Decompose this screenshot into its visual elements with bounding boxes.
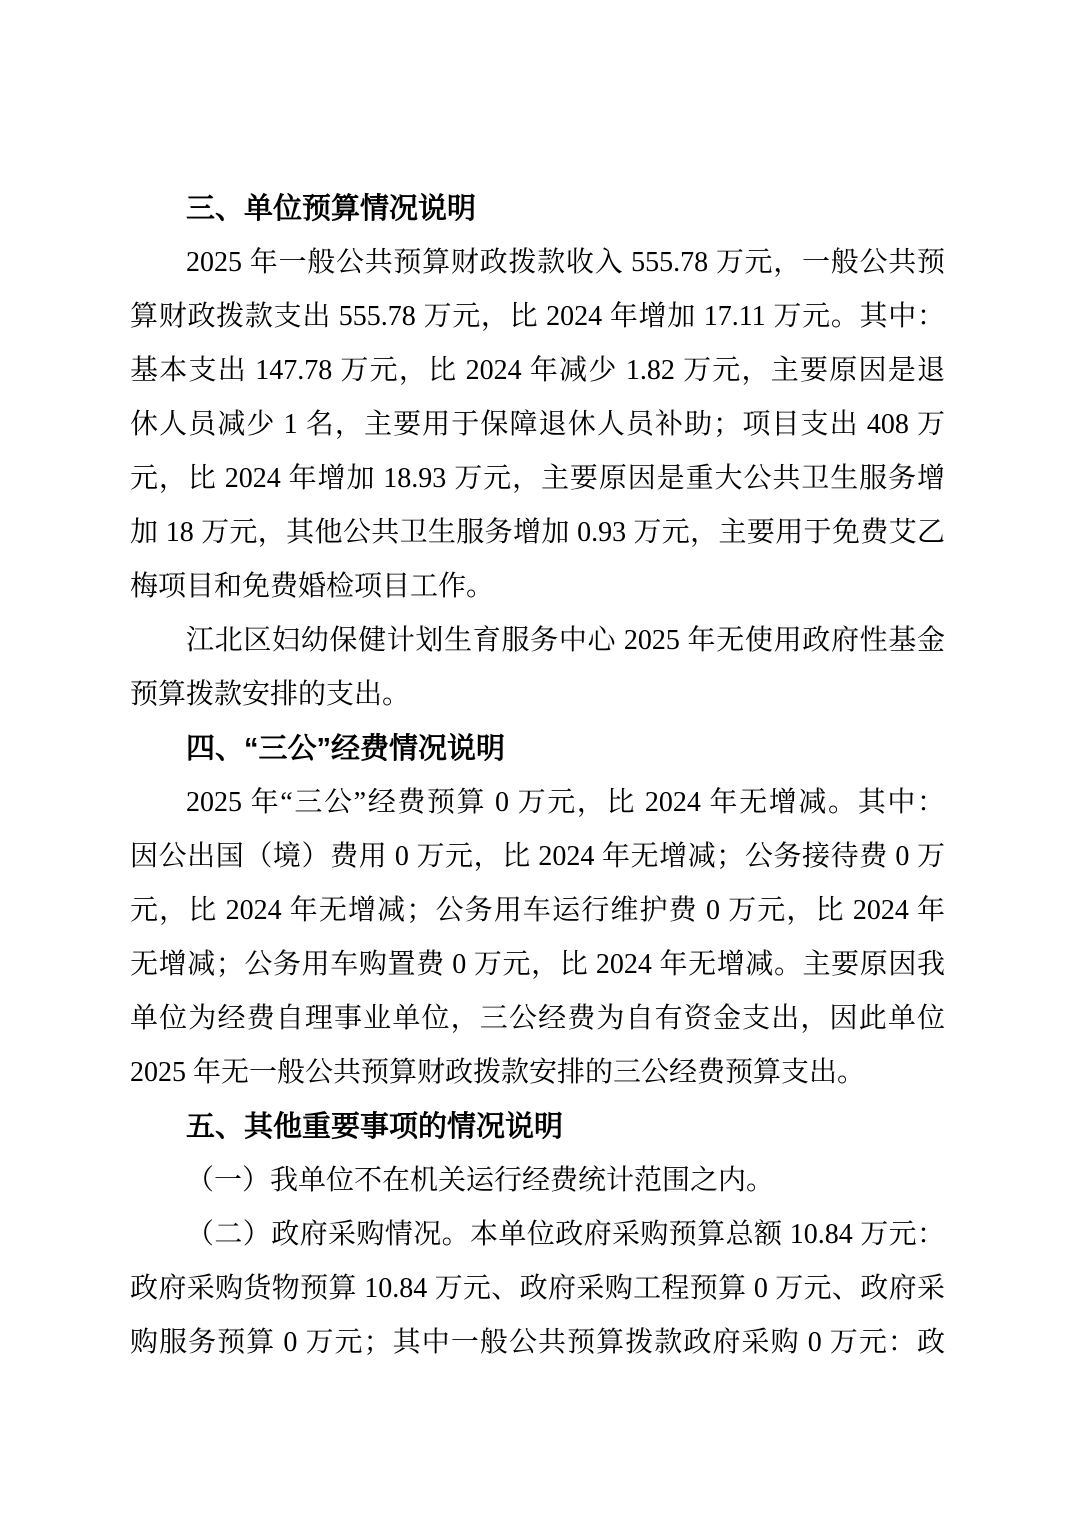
paragraph-line: 无增减；公务用车购置费 0 万元，比 2024 年无增减。主要原因我 [130,949,945,980]
paragraph-line: 算财政拨款支出 555.78 万元，比 2024 年增加 17.11 万元。其中： [130,301,945,332]
paragraph-line: 购服务预算 0 万元；其中一般公共预算拨款政府采购 0 万元：政 [130,1327,945,1358]
paragraph-line: 政府采购货物预算 10.84 万元、政府采购工程预算 0 万元、政府采 [130,1273,945,1304]
paragraph-line: 2025 年“三公”经费预算 0 万元，比 2024 年无增减。其中： [186,787,945,818]
section-heading: 三、单位预算情况说明 [186,193,477,225]
paragraph-line: 元，比 2024 年增加 18.93 万元，主要原因是重大公共卫生服务增 [130,463,945,494]
document-body [130,182,945,1370]
paragraph-line: 元，比 2024 年无增减；公务用车运行维护费 0 万元，比 2024 年 [130,895,945,926]
section-heading: 四、“三公”经费情况说明 [186,733,506,765]
paragraph-line: 加 18 万元，其他公共卫生服务增加 0.93 万元，主要用于免费艾乙 [130,517,945,548]
paragraph-line: （一）我单位不在机关运行经费统计范围之内。 [186,1165,775,1196]
paragraph-line: 基本支出 147.78 万元，比 2024 年减少 1.82 万元，主要原因是退 [130,355,945,386]
paragraph-line: 2025 年无一般公共预算财政拨款安排的三公经费预算支出。 [130,1057,866,1088]
paragraph-line: 休人员减少 1 名，主要用于保障退休人员补助；项目支出 408 万 [130,409,945,440]
paragraph-line: 2025 年一般公共预算财政拨款收入 555.78 万元，一般公共预 [186,247,945,278]
paragraph-line: 预算拨款安排的支出。 [130,679,411,710]
paragraph-line: 单位为经费自理事业单位，三公经费为自有资金支出，因此单位 [130,1003,945,1034]
section-heading: 五、其他重要事项的情况说明 [186,1111,564,1143]
paragraph-line: 江北区妇幼保健计划生育服务中心 2025 年无使用政府性基金 [186,625,945,656]
paragraph-line: （二）政府采购情况。本单位政府采购预算总额 10.84 万元： [186,1219,945,1250]
paragraph-line: 梅项目和免费婚检项目工作。 [130,571,495,602]
paragraph-line: 因公出国（境）费用 0 万元，比 2024 年无增减；公务接待费 0 万 [130,841,945,872]
